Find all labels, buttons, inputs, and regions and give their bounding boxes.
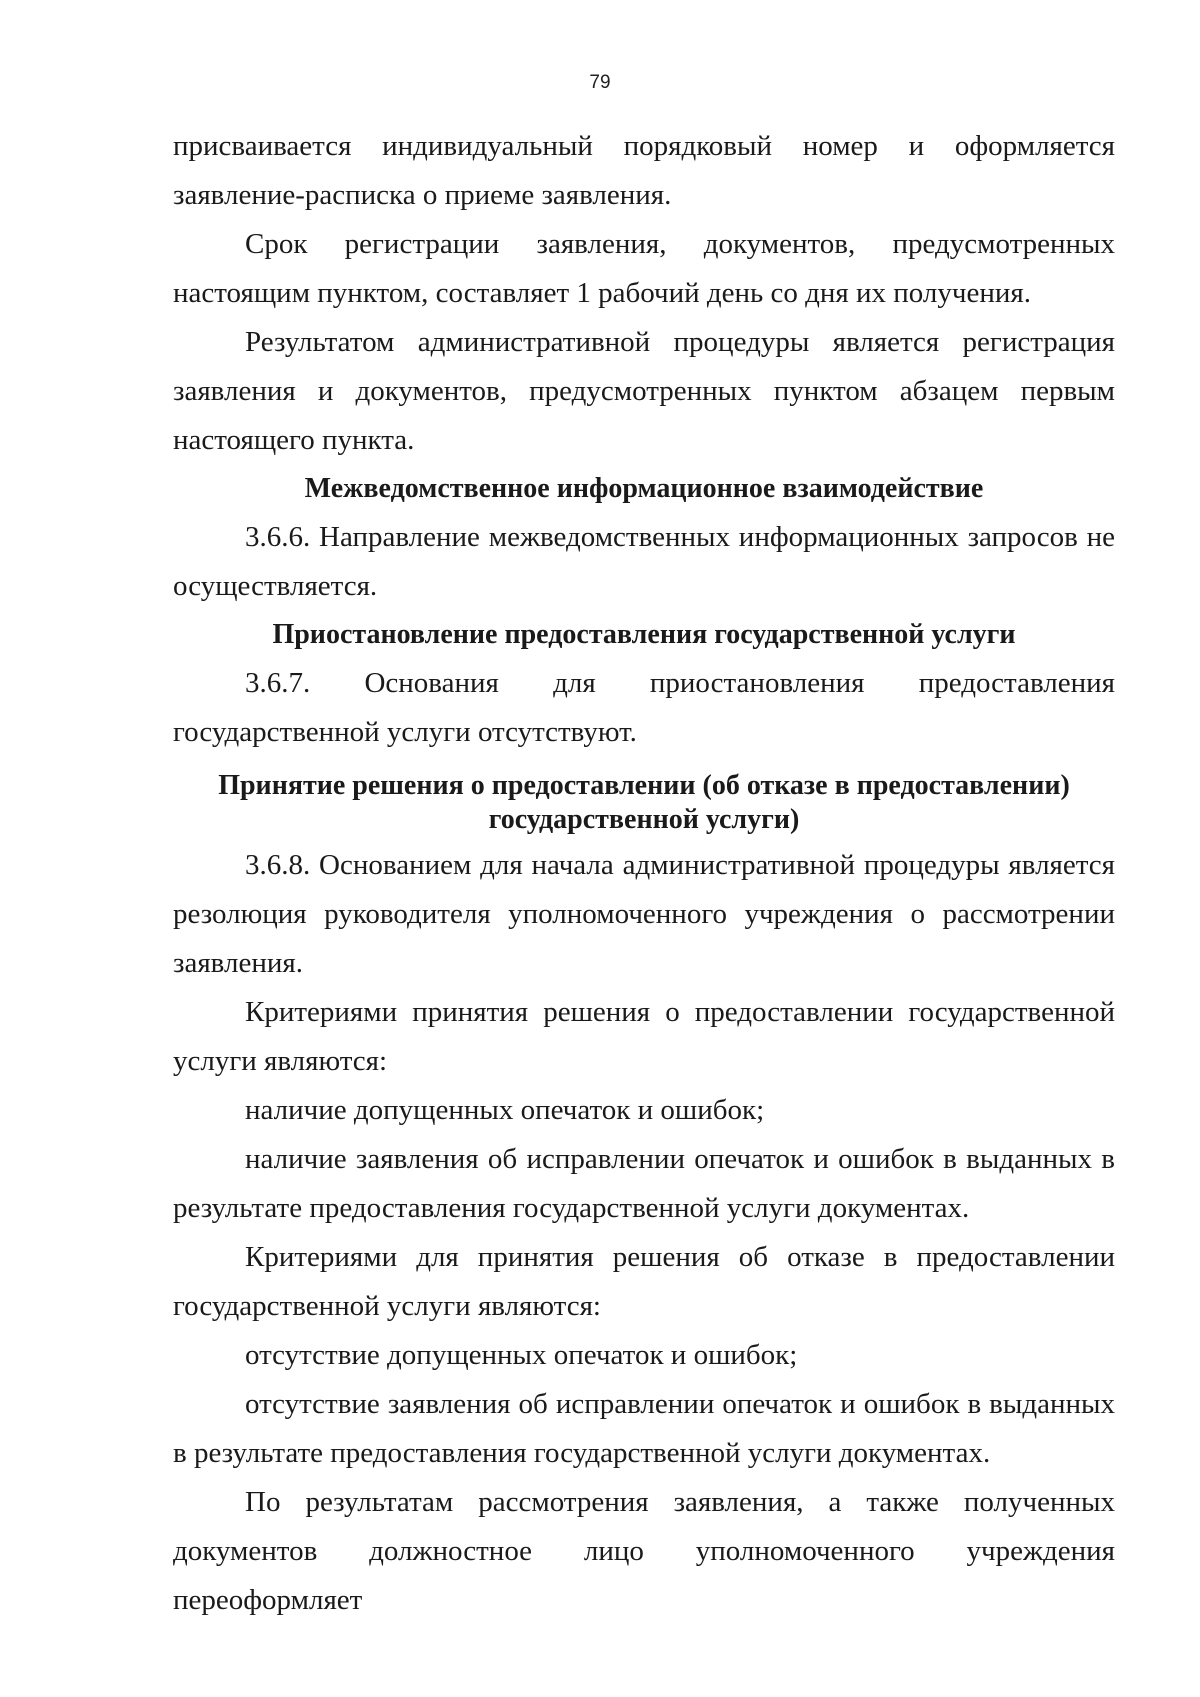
section-heading-suspension: Приостановление предоставления государственной услуги: [272, 619, 1016, 650]
list-item-approval-2: наличие заявления об исправлении опечаток и ошибок в выданных в результате предоставления государственной услуги документах.: [173, 1143, 1115, 1224]
section-heading-decision: [173, 757, 1115, 841]
list-item-refusal-1: отсутствие допущенных опечаток и ошибок;: [245, 1339, 798, 1371]
paragraph-registration-term: Срок регистрации заявления, документов, предусмотренных настоящим пунктом, составляет 1 рабочий день со дня их получения.: [173, 228, 1115, 309]
section-heading-decision-line2: государственной услуги): [488, 804, 800, 835]
paragraph-approval-criteria: Критериями принятия решения о предоставлении государственной услуги являются:: [173, 996, 1115, 1077]
paragraph-review-results: По результатам рассмотрения заявления, а также полученных документов должностное лицо уполномоченного учреждения переоформляет: [173, 1486, 1115, 1616]
paragraph-registration-number: присваивается индивидуальный порядковый номер и оформляется заявление-расписка о приеме заявления.: [173, 130, 1115, 211]
page-number: 79: [589, 72, 611, 93]
paragraph-procedure-result: Результатом административной процедуры является регистрация заявления и документов, предусмотренных пунктом абзацем первым настоящего пункта.: [173, 326, 1115, 456]
section-heading-interagency: Межведомственное информационное взаимодействие: [304, 473, 984, 504]
paragraph-3-6-8: 3.6.8. Основанием для начала административной процедуры является резолюция руководителя уполномоченного учреждения о рассмотрении заявления.: [173, 849, 1115, 979]
section-heading-decision-line1: Принятие решения о предоставлении (об отказе в предоставлении): [218, 770, 1070, 801]
paragraph-refusal-criteria: Критериями для принятия решения об отказе в предоставлении государственной услуги являются:: [173, 1241, 1115, 1322]
list-item-approval-1: наличие допущенных опечаток и ошибок;: [245, 1094, 765, 1126]
document-body: [173, 122, 1115, 1625]
list-item-refusal-2: отсутствие заявления об исправлении опечаток и ошибок в выданных в результате предоставления государственной услуги документах.: [173, 1388, 1115, 1469]
paragraph-3-6-6: 3.6.6. Направление межведомственных информационных запросов не осуществляется.: [173, 521, 1115, 602]
paragraph-3-6-7: 3.6.7. Основания для приостановления предоставления государственной услуги отсутствуют.: [173, 667, 1115, 748]
